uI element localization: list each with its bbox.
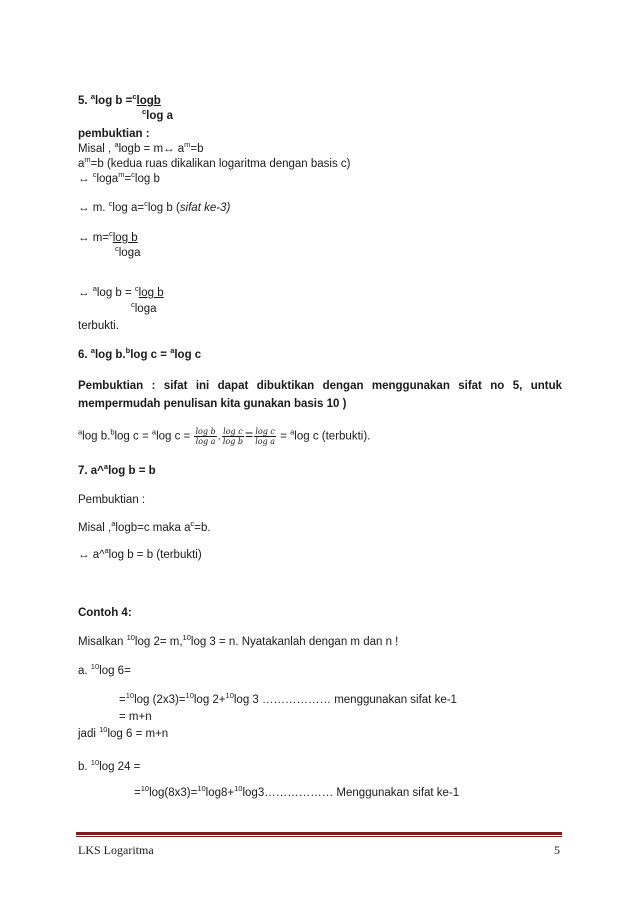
sec6-proof: Pembuktian : sifat ini dapat dibuktikan dengan menggunakan sifat no 5, untuk mempermudah penulisan kita gunakan basis 10 ) — [78, 380, 562, 410]
sec5-line6: ↔ $^a$log b = $^c$log b — [78, 284, 164, 299]
sec5-line6-denominator: $^c$loga — [131, 300, 157, 315]
footer-rule-thick — [76, 832, 562, 835]
example4-part-a: a. $^{10}$log 6= — [78, 662, 131, 677]
sec5-line5-denominator: $^c$loga — [115, 244, 141, 259]
sec5-line5: ↔ m=$^c$log b — [78, 229, 138, 244]
sec7-proof-label: Pembuktian : — [78, 494, 146, 506]
sec5-proof-label: pembuktian : — [78, 128, 150, 140]
example4-part-a-step1: =$^{10}$log (2x3)=$^{10}$log 2+$^{10}$log 3 ……………… menggunakan sifat ke-1 — [119, 691, 457, 706]
example4-part-b: b. $^{10}$log 24 = — [78, 758, 141, 773]
sec5-title-denominator: $^c$log a — [142, 107, 174, 122]
sec5-line2: $a^m=b$ (kedua ruas dikalikan logaritma dengan basis c) — [78, 155, 351, 170]
example4-part-a-result: jadi $^{10}$log 6 = m+n — [78, 725, 169, 740]
sec6-equation: $^a$log b.$^b$log c = $^a$log c = $\frac{\text{log b}}{\text{log a}}$ . $\frac{\text{log c}}{\text{log b}}$ = $\frac{\text{log c}}{\text{log a}}$ = $^a$log c (terbukti). — [78, 426, 371, 446]
sec5-line4: ↔ m. $^c$log a=$^c$log b (sifat ke-3) — [78, 199, 231, 214]
fraction-log-c-over-log-a: $\frac{\text{log c}}{\text{log a}}$ — [255, 427, 276, 446]
sec5-done: terbukti. — [78, 320, 119, 332]
sec7-line1: Misal ,$^a$logb=c maka $a^c=b$. — [78, 519, 211, 534]
sec7-title: 7. a^$^a$log b = b — [78, 462, 156, 477]
example4-title: Contoh 4: — [78, 607, 132, 619]
sec5-line3: ↔ $^c$loga$^m$=$^c$log b — [78, 170, 160, 185]
sec6-title: 6. $^a$log b.$^b$log c = $^a$log c — [78, 346, 202, 361]
example4-part-a-step2: = m+n — [119, 711, 152, 723]
page-number: 5 — [554, 843, 560, 857]
footer-rule-thin — [76, 836, 562, 837]
example4-part-b-step1: =$^{10}$log(8x3)=$^{10}$log8+$^{10}$log3……………… Menggunakan sifat ke-1 — [134, 784, 460, 799]
fraction-log-b-over-log-a: $\frac{\text{log b}}{\text{log a}}$ — [195, 427, 216, 446]
sec5-line1: Misal , $^a$logb = m↔ $a^m=b$ — [78, 140, 204, 155]
sec7-line2: ↔ a^$^a$log b = b (terbukti) — [78, 546, 202, 561]
footer-title: LKS Logaritma — [78, 843, 154, 857]
sec5-title: 5. $^a$log b =$^c$logb — [78, 92, 161, 107]
fraction-log-c-over-log-b: $\frac{\text{log c}}{\text{log b}}$ — [222, 427, 244, 446]
example4-intro: Misalkan $^{10}$log 2= m,$^{10}$log 3 = n. Nyatakanlah dengan m dan n ! — [78, 633, 399, 648]
